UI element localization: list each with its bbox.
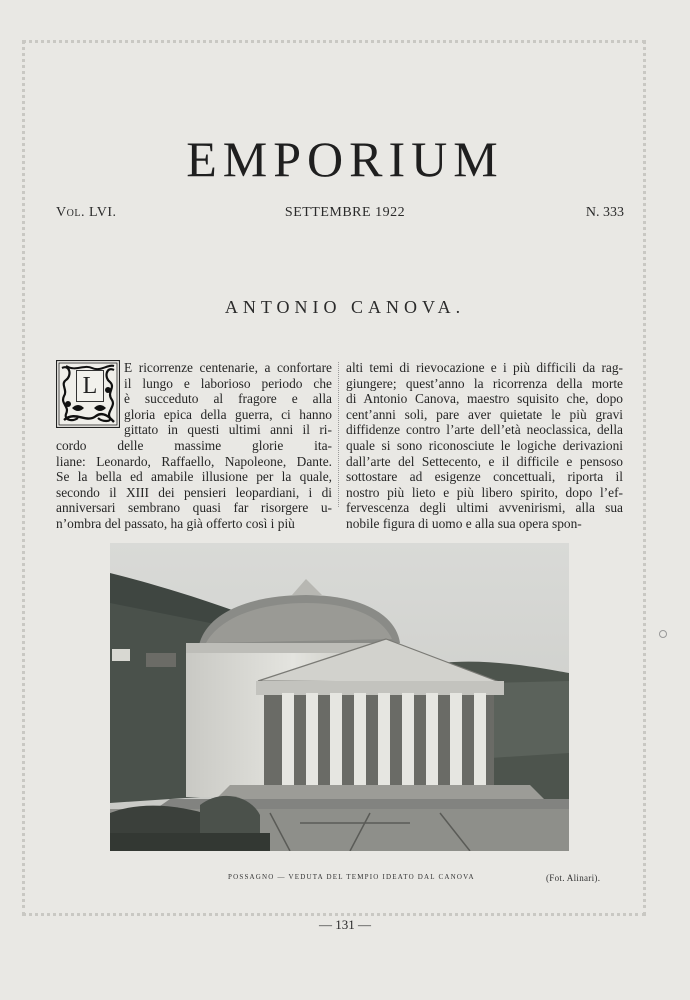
- page-number: — 131 —: [319, 917, 371, 932]
- text-line: nobile figura di uomo e alla sua opera spon-: [346, 515, 582, 531]
- text-line: di Antonio Canova, maestro squisito che, dopo: [346, 391, 623, 407]
- text-line: alti temi di rievocazione e i più difficili da rag-: [346, 360, 623, 375]
- text-line: nostro più lieto e più libero spirito, dopo l’ef-: [346, 484, 623, 500]
- text-line: secondo il XIII dei pensieri leopardiani, i di: [56, 484, 332, 500]
- text-line: quale si sono riconosciute le logiche derivazioni: [346, 437, 623, 453]
- text-line: cordo delle massime glorie ita-: [56, 437, 332, 453]
- text-line: anniversari sembrano quasi far risorgere u-: [56, 500, 332, 516]
- issue-date: SETTEMBRE 1922: [284, 205, 406, 220]
- paper-speck: [659, 630, 667, 638]
- text-line: gloria epica della guerra, ci hanno: [124, 406, 332, 422]
- temple-photograph: [110, 543, 569, 851]
- photo-credit: (Fot. Alinari).: [546, 873, 601, 883]
- text-line: è succeduto al fragore e alla: [124, 391, 332, 407]
- text-line: giungere; quest’anno la ricorrenza della morte: [346, 375, 623, 391]
- text-line: dall’arte del Settecento, e il difficile e pensoso: [346, 453, 623, 469]
- text-line: n’ombra del passato, ha già offerto così i più: [56, 515, 295, 531]
- column-divider: [338, 362, 340, 507]
- text-line: Se la bella ed amabile illusione per la quale,: [56, 469, 332, 485]
- text-line: sottostare ad esigenze concettuali, riporta il: [346, 469, 623, 485]
- text-line: E ricorrenze centenarie, a confortare: [124, 360, 332, 375]
- dropcap-letter: L: [76, 370, 104, 402]
- volume-label: Vol. LVI.: [56, 205, 117, 220]
- text-line: il lungo e laborioso periodo che: [124, 375, 332, 391]
- text-line: fervescenza degli ultimi avvenirismi, alla sua: [346, 500, 623, 516]
- text-line: liane: Leonardo, Raffaello, Napoleone, Dante.: [56, 453, 332, 469]
- temple-image: [110, 543, 569, 851]
- text-line: gittato in questi ultimi anni il ri-: [124, 422, 332, 438]
- article-column-right: [346, 360, 623, 532]
- article-column-left: [56, 360, 332, 532]
- article-title: ANTONIO CANOVA.: [224, 297, 466, 317]
- text-line: cent’anni soli, pare aver quietate le più gravi: [346, 406, 623, 422]
- text-line: diffidenze contro l’arte dell’età neoclassica, della: [346, 422, 623, 438]
- dropcap-ornament: [56, 360, 120, 428]
- masthead: EMPORIUM: [186, 131, 504, 187]
- issue-number: N. 333: [585, 205, 624, 220]
- photo-caption: POSSAGNO — VEDUTA DEL TEMPIO IDEATO DAL CANOVA: [228, 873, 475, 881]
